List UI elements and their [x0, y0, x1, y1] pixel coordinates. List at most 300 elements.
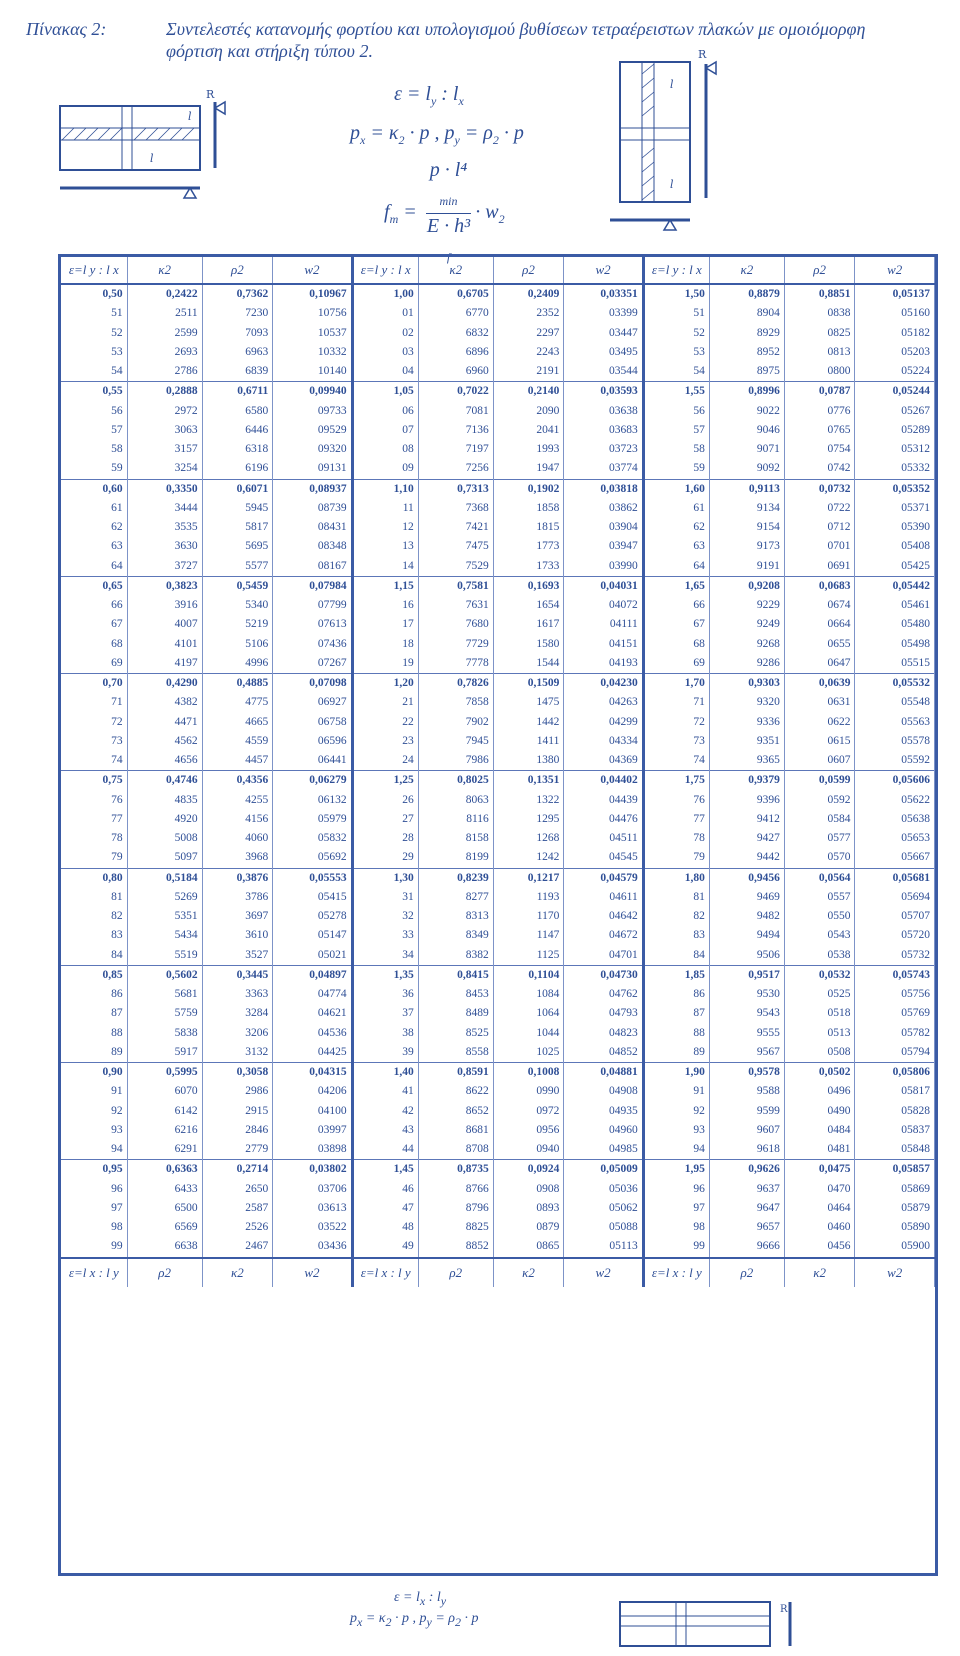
table-cell: 52	[61, 324, 127, 343]
table-cell: 41	[352, 1082, 418, 1101]
table-cell: 7421	[418, 518, 493, 537]
table-cell: 06	[352, 402, 418, 421]
table-cell: 78	[643, 829, 709, 848]
table-cell: 71	[643, 693, 709, 712]
table-cell: 0470	[784, 1180, 855, 1199]
table-row	[61, 499, 935, 518]
table-cell: 04545	[564, 848, 643, 868]
table-cell: 2786	[127, 362, 202, 382]
table-cell: 1,70	[643, 674, 709, 694]
table-cell: 05828	[855, 1102, 935, 1121]
top-right-slab-diagram	[610, 48, 760, 238]
table-cell: 9647	[709, 1199, 784, 1218]
table-cell: 96	[61, 1180, 127, 1199]
top-formula-block: $\varepsilon = l_y$ : $l_x$ $p_x = \kappa_2 \cdot p$ , $p_y = \rho_2 \cdot p$ $f_m$ = p · l⁴ $_{min}$ E · h³ $_f$ · $w_2$	[350, 83, 524, 264]
table-cell: 0,3876	[202, 868, 273, 888]
table-cell: 61	[643, 499, 709, 518]
table-cell: 04369	[564, 751, 643, 771]
table-cell: 04072	[564, 596, 643, 615]
table-cell: 6770	[418, 304, 493, 323]
coefficient-table	[58, 254, 938, 1576]
table-cell: 0908	[493, 1180, 564, 1199]
table-cell: 0,04031	[564, 576, 643, 596]
table-cell: 03862	[564, 499, 643, 518]
table-cell: 57	[643, 421, 709, 440]
table-cell: 51	[643, 304, 709, 323]
table-cell: 63	[61, 537, 127, 556]
table-cell: 3206	[202, 1024, 273, 1043]
table-cell: 1,35	[352, 965, 418, 985]
table-row	[61, 693, 935, 712]
table-cell: 0,0599	[784, 771, 855, 791]
table-cell: 03898	[273, 1140, 352, 1160]
table-cell: 05563	[855, 713, 935, 732]
table-cell: 9320	[709, 693, 784, 712]
table-cell: 38	[352, 1024, 418, 1043]
table-cell: 0,8591	[418, 1063, 493, 1083]
table-cell: 1773	[493, 537, 564, 556]
table-row	[61, 732, 935, 751]
table-cell: 09733	[273, 402, 352, 421]
table-cell: 1580	[493, 635, 564, 654]
table-cell: 93	[643, 1121, 709, 1140]
table-cell: 5219	[202, 615, 273, 634]
table-cell: 2972	[127, 402, 202, 421]
table-cell: 1380	[493, 751, 564, 771]
table-cell: 08348	[273, 537, 352, 556]
table-cell: 0,9578	[709, 1063, 784, 1083]
table-cell: 1,80	[643, 868, 709, 888]
column-footer: κ2	[202, 1258, 273, 1287]
table-cell: 7136	[418, 421, 493, 440]
table-cell: 72	[643, 713, 709, 732]
column-footer: w2	[273, 1258, 352, 1287]
table-cell: 03495	[564, 343, 643, 362]
table-cell: 9092	[709, 459, 784, 479]
table-cell: 9336	[709, 713, 784, 732]
table-cell: 02	[352, 324, 418, 343]
table-cell: 4656	[127, 751, 202, 771]
table-cell: 7197	[418, 440, 493, 459]
table-row	[61, 1180, 935, 1199]
table-cell: 4156	[202, 810, 273, 829]
table-cell: 0,1351	[493, 771, 564, 791]
table-row	[61, 402, 935, 421]
table-cell: 1064	[493, 1004, 564, 1023]
table-cell: 04701	[564, 946, 643, 966]
table-cell: 9666	[709, 1237, 784, 1257]
table-cell: 01	[352, 304, 418, 323]
table-cell: 0,05743	[855, 965, 935, 985]
table-cell: 89	[643, 1043, 709, 1063]
table-cell: 07613	[273, 615, 352, 634]
column-header: w2	[564, 257, 643, 284]
table-cell: 3157	[127, 440, 202, 459]
table-cell: 0,03593	[564, 382, 643, 402]
table-cell: 0,8239	[418, 868, 493, 888]
table-cell: 0,55	[61, 382, 127, 402]
table-cell: 3727	[127, 557, 202, 577]
table-cell: 0,4746	[127, 771, 202, 791]
table-cell: 0,7581	[418, 576, 493, 596]
table-cell: 3063	[127, 421, 202, 440]
table-row	[61, 1063, 935, 1083]
table-cell: 05890	[855, 1218, 935, 1237]
table-cell: 6580	[202, 402, 273, 421]
table-row	[61, 615, 935, 634]
table-cell: 81	[643, 888, 709, 907]
top-left-slab-diagram	[50, 88, 260, 218]
table-row	[61, 1102, 935, 1121]
table-cell: 0,7826	[418, 674, 493, 694]
table-cell: 2090	[493, 402, 564, 421]
table-cell: 05278	[273, 907, 352, 926]
table-cell: 9268	[709, 635, 784, 654]
table-cell: 1,85	[643, 965, 709, 985]
table-cell: 2986	[202, 1082, 273, 1101]
table-cell: 36	[352, 985, 418, 1004]
table-cell: 0460	[784, 1218, 855, 1237]
table-row	[61, 985, 935, 1004]
table-cell: 0,05009	[564, 1160, 643, 1180]
table-cell: 5817	[202, 518, 273, 537]
table-cell: 0,90	[61, 1063, 127, 1083]
table-row	[61, 907, 935, 926]
table-cell: 03947	[564, 537, 643, 556]
table-cell: 05720	[855, 926, 935, 945]
table-cell: 0,8735	[418, 1160, 493, 1180]
table-cell: 5434	[127, 926, 202, 945]
table-cell: 05515	[855, 654, 935, 674]
table-cell: 04621	[273, 1004, 352, 1023]
table-cell: 1993	[493, 440, 564, 459]
table-cell: 05667	[855, 848, 935, 868]
table-cell: 33	[352, 926, 418, 945]
table-cell: 8489	[418, 1004, 493, 1023]
table-cell: 9442	[709, 848, 784, 868]
table-cell: 04536	[273, 1024, 352, 1043]
table-cell: 94	[643, 1140, 709, 1160]
table-cell: 8382	[418, 946, 493, 966]
table-cell: 0,0732	[784, 479, 855, 499]
table-cell: 2352	[493, 304, 564, 323]
table-cell: 2511	[127, 304, 202, 323]
table-cell: 0,2714	[202, 1160, 273, 1180]
column-footer: ε=l x : l y	[61, 1258, 127, 1287]
table-cell: 12	[352, 518, 418, 537]
column-footer: ρ2	[709, 1258, 784, 1287]
table-cell: 05848	[855, 1140, 935, 1160]
table-cell: 5945	[202, 499, 273, 518]
table-cell: 0674	[784, 596, 855, 615]
table-cell: 9412	[709, 810, 784, 829]
table-cell: 07436	[273, 635, 352, 654]
table-cell: 8063	[418, 791, 493, 810]
table-cell: 04100	[273, 1102, 352, 1121]
table-cell: 04960	[564, 1121, 643, 1140]
table-cell: 1,00	[352, 284, 418, 304]
table-cell: 7945	[418, 732, 493, 751]
table-cell: 04111	[564, 615, 643, 634]
table-cell: 0647	[784, 654, 855, 674]
table-cell: 0,8025	[418, 771, 493, 791]
table-cell: 0496	[784, 1082, 855, 1101]
table-cell: 66	[61, 596, 127, 615]
table-row	[61, 596, 935, 615]
table-cell: 0,2422	[127, 284, 202, 304]
table-cell: 05869	[855, 1180, 935, 1199]
table-cell: 06927	[273, 693, 352, 712]
table-cell: 0,07098	[273, 674, 352, 694]
table-cell: 7093	[202, 324, 273, 343]
table-row	[61, 946, 935, 966]
table-cell: 1,20	[352, 674, 418, 694]
table-cell: 99	[61, 1237, 127, 1257]
table-cell: 42	[352, 1102, 418, 1121]
column-footer: ρ2	[127, 1258, 202, 1287]
table-row	[61, 848, 935, 868]
table-row	[61, 926, 935, 945]
table-cell: 0,1693	[493, 576, 564, 596]
table-cell: 07	[352, 421, 418, 440]
table-cell: 0,7362	[202, 284, 273, 304]
table-cell: 59	[643, 459, 709, 479]
table-cell: 77	[643, 810, 709, 829]
table-cell: 1,45	[352, 1160, 418, 1180]
table-cell: 05900	[855, 1237, 935, 1257]
table-row	[61, 440, 935, 459]
table-cell: 1295	[493, 810, 564, 829]
table-cell: 1947	[493, 459, 564, 479]
table-cell: 0,8851	[784, 284, 855, 304]
table-cell: 14	[352, 557, 418, 577]
table-cell: 05480	[855, 615, 935, 634]
table-cell: 56	[61, 402, 127, 421]
table-cell: 0513	[784, 1024, 855, 1043]
table-cell: 9191	[709, 557, 784, 577]
table-cell: 04852	[564, 1043, 643, 1063]
table-cell: 0722	[784, 499, 855, 518]
table-cell: 0,06279	[273, 771, 352, 791]
table-cell: 0,8996	[709, 382, 784, 402]
table-cell: 0,04881	[564, 1063, 643, 1083]
table-cell: 0,05857	[855, 1160, 935, 1180]
table-cell: 67	[61, 615, 127, 634]
table-cell: 6291	[127, 1140, 202, 1160]
table-cell: 82	[643, 907, 709, 926]
table-cell: 7680	[418, 615, 493, 634]
table-cell: 05837	[855, 1121, 935, 1140]
table-cell: 5351	[127, 907, 202, 926]
table-cell: 89	[61, 1043, 127, 1063]
table-cell: 1147	[493, 926, 564, 945]
table-cell: 64	[61, 557, 127, 577]
table-cell: 07267	[273, 654, 352, 674]
table-cell: 0,75	[61, 771, 127, 791]
table-cell: 9351	[709, 732, 784, 751]
table-number-label: Πίνακας 2:	[26, 19, 107, 39]
table-cell: 05832	[273, 829, 352, 848]
table-cell: 6839	[202, 362, 273, 382]
table-cell: 91	[61, 1082, 127, 1101]
table-cell: 84	[643, 946, 709, 966]
table-cell: 4197	[127, 654, 202, 674]
table-cell: 9567	[709, 1043, 784, 1063]
table-row	[61, 537, 935, 556]
table-row	[61, 713, 935, 732]
table-cell: 0,85	[61, 965, 127, 985]
table-row	[61, 771, 935, 791]
table-cell: 0584	[784, 810, 855, 829]
table-cell: 05817	[855, 1082, 935, 1101]
column-header: ρ2	[493, 257, 564, 284]
table-cell: 0,5459	[202, 576, 273, 596]
table-cell: 05062	[564, 1199, 643, 1218]
table-cell: 99	[643, 1237, 709, 1257]
table-cell: 0,4885	[202, 674, 273, 694]
column-header: κ2	[709, 257, 784, 284]
table-cell: 1,50	[643, 284, 709, 304]
table-cell: 0,04897	[273, 965, 352, 985]
table-cell: 16	[352, 596, 418, 615]
table-cell: 68	[643, 635, 709, 654]
table-cell: 26	[352, 791, 418, 810]
table-cell: 0,3823	[127, 576, 202, 596]
table-cell: 2650	[202, 1180, 273, 1199]
table-cell: 6142	[127, 1102, 202, 1121]
table-cell: 05694	[855, 888, 935, 907]
table-cell: 03399	[564, 304, 643, 323]
table-cell: 7230	[202, 304, 273, 323]
table-caption: Συντελεστές κατανομής φορτίου και υπολογισμού βυθίσεων τετραέρειστων πλακών με ομοιόμορφη φόρτιση και στήριξη τύπου 2.	[166, 19, 866, 61]
table-cell: 04439	[564, 791, 643, 810]
table-row	[61, 459, 935, 479]
table-cell: 0,05352	[855, 479, 935, 499]
table-cell: 04611	[564, 888, 643, 907]
table-cell: 4559	[202, 732, 273, 751]
table-cell: 04151	[564, 635, 643, 654]
table-cell: 6960	[418, 362, 493, 382]
table-cell: 05408	[855, 537, 935, 556]
table-cell: 3527	[202, 946, 273, 966]
table-cell: 43	[352, 1121, 418, 1140]
table-cell: 06132	[273, 791, 352, 810]
table-cell: 0,07984	[273, 576, 352, 596]
svg-text:l: l	[150, 152, 154, 165]
table-cell: 9154	[709, 518, 784, 537]
column-footer: κ2	[493, 1258, 564, 1287]
table-cell: 0,5184	[127, 868, 202, 888]
table-cell: 05498	[855, 635, 935, 654]
svg-text:l: l	[670, 78, 674, 91]
table-cell: 4255	[202, 791, 273, 810]
table-cell: 0,05442	[855, 576, 935, 596]
table-row	[61, 284, 935, 304]
table-cell: 1170	[493, 907, 564, 926]
table-cell: 05147	[273, 926, 352, 945]
table-cell: 7368	[418, 499, 493, 518]
table-cell: 1,40	[352, 1063, 418, 1083]
table-cell: 58	[643, 440, 709, 459]
table-cell: 0,05806	[855, 1063, 935, 1083]
table-cell: 8313	[418, 907, 493, 926]
table-cell: 03683	[564, 421, 643, 440]
table-cell: 53	[643, 343, 709, 362]
table-cell: 3916	[127, 596, 202, 615]
table-cell: 72	[61, 713, 127, 732]
table-cell: 0,05244	[855, 382, 935, 402]
table-cell: 06441	[273, 751, 352, 771]
table-cell: 77	[61, 810, 127, 829]
table-cell: 84	[61, 946, 127, 966]
table-cell: 05332	[855, 459, 935, 479]
table-cell: 05879	[855, 1199, 935, 1218]
table-cell: 09320	[273, 440, 352, 459]
table-row	[61, 1121, 935, 1140]
table-cell: 2526	[202, 1218, 273, 1237]
table-cell: 0,1902	[493, 479, 564, 499]
table-cell: 0990	[493, 1082, 564, 1101]
table-cell: 1654	[493, 596, 564, 615]
table-row	[61, 557, 935, 577]
table-cell: 78	[61, 829, 127, 848]
table-cell: 03436	[273, 1237, 352, 1257]
table-cell: 5838	[127, 1024, 202, 1043]
table-row	[61, 1024, 935, 1043]
table-cell: 1125	[493, 946, 564, 966]
table-cell: 05782	[855, 1024, 935, 1043]
table-cell: 05425	[855, 557, 935, 577]
table-cell: 88	[643, 1024, 709, 1043]
column-header: ρ2	[202, 257, 273, 284]
table-cell: 03544	[564, 362, 643, 382]
table-cell: 1322	[493, 791, 564, 810]
column-footer: w2	[564, 1258, 643, 1287]
table-cell: 6433	[127, 1180, 202, 1199]
table-cell: 05794	[855, 1043, 935, 1063]
table-cell: 63	[643, 537, 709, 556]
table-cell: 49	[352, 1237, 418, 1257]
table-cell: 9555	[709, 1024, 784, 1043]
table-cell: 9657	[709, 1218, 784, 1237]
table-cell: 0,05532	[855, 674, 935, 694]
table-cell: 6569	[127, 1218, 202, 1237]
table-cell: 9286	[709, 654, 784, 674]
table-cell: 0754	[784, 440, 855, 459]
table-cell: 0484	[784, 1121, 855, 1140]
table-cell: 05371	[855, 499, 935, 518]
table-cell: 0592	[784, 791, 855, 810]
table-cell: 9530	[709, 985, 784, 1004]
table-cell: 3363	[202, 985, 273, 1004]
column-header: κ2	[127, 257, 202, 284]
table-cell: 0,2409	[493, 284, 564, 304]
table-cell: 5269	[127, 888, 202, 907]
table-cell: 9046	[709, 421, 784, 440]
table-cell: 3968	[202, 848, 273, 868]
table-row	[61, 965, 935, 985]
table-cell: 3630	[127, 537, 202, 556]
table-cell: 04476	[564, 810, 643, 829]
table-cell: 0538	[784, 946, 855, 966]
table-cell: 5681	[127, 985, 202, 1004]
table-cell: 13	[352, 537, 418, 556]
table-row	[61, 810, 935, 829]
table-cell: 97	[61, 1199, 127, 1218]
table-cell: 71	[61, 693, 127, 712]
table-cell: 5106	[202, 635, 273, 654]
table-cell: 05182	[855, 324, 935, 343]
